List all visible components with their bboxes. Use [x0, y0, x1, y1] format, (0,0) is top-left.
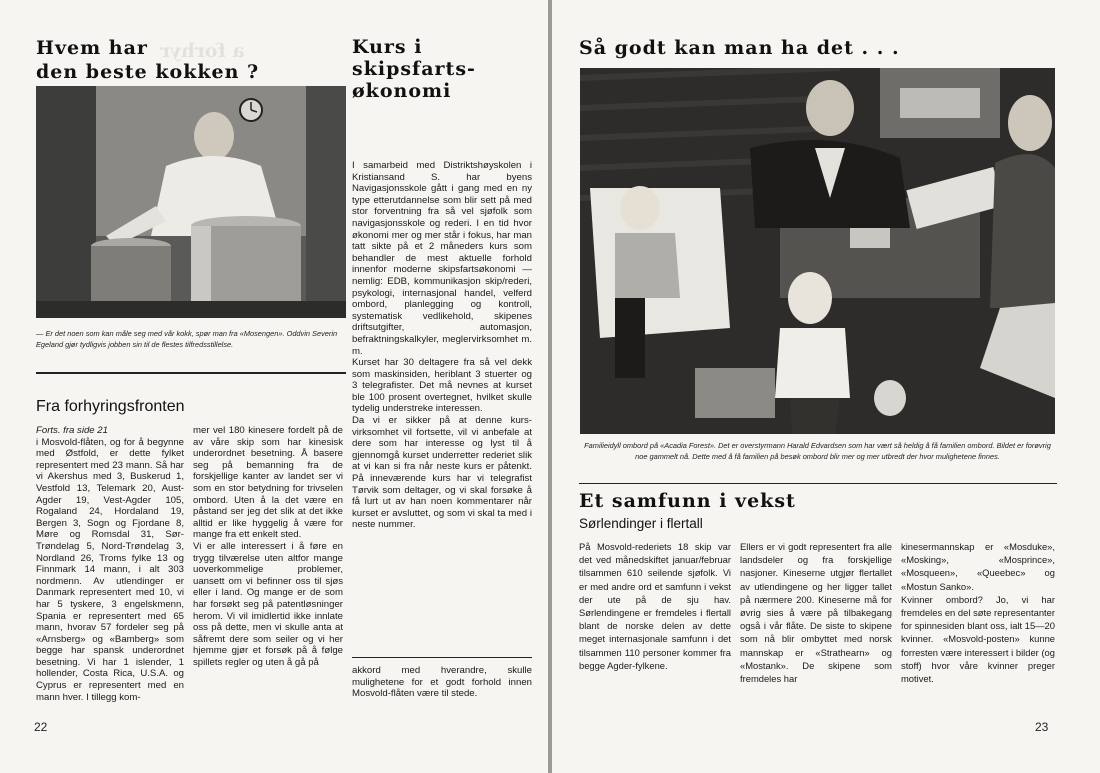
section-subtitle: Sørlendinger i flertall — [579, 516, 703, 531]
cook-photo — [36, 86, 346, 318]
show-through-text: a forhyr — [160, 40, 245, 62]
community-column-2: Ellers er vi godt representert fra alle landsdeler og fra forskjellige nasjoner. Kineserne utgjør flertallet av utlendingene og her ligger tallet på nærmere 200. Kineserne må for øvrig sies å være på tilbakegang også i vår flåte. De siste to skipene som nå blir ombyttet med norsk mannskap er «Strathearn» og «Mostank». De skipene som fremdeles har — [740, 541, 892, 685]
headline-best-cook: Hvem har den beste kokken ? — [36, 37, 260, 83]
community-column-1: På Mosvold-rederiets 18 skip var det ved månedskiftet januar/februar tilsammen 610 seilende sjøfolk. Vi er med andre ord et samfunn i vekst der ute på de sju hav. Sørlendingene er fremdeles i flertall blant de norske delen av dette meget internasjonale samfunn i det tilsammen 110 personer kommer fra begge Agder-fylkene. — [579, 541, 731, 671]
family-photo-caption: Familieidyll ombord på «Acadia Forest». Det er overstyrmann Harald Edvardsen som har vært så heldig å få familien ombord. Bildet er forøvrig noe gammelt nå. Dette med å få familien på besøk ombord blir mer og mer utbredt der hvor mulighetene finnes. — [584, 441, 1051, 461]
page-number: 23 — [1035, 720, 1049, 734]
hiring-column-2: mer vel 180 kinesere fordelt på de av våre skip som har kinesisk underordnet besetning. Å basere seg på bemanning fra de forskjellige kanter av landet ser vi som en stor betydning for trivselen ombord. Uten å la det være en påstand ser jeg det slik at det ikke alltid er like hyggelig å være for mange fra ett enkelt sted. Vi er alle interessert i å føre en trygg tilværelse uten altfor mange uoverkommelige problemer, uansett om vi befinner oss til sjøs eller i land. Og mange er de som har forsøkt seg på patentløsninger herom. Vi vil imidlertid ikke innlate oss på dette, men vi skulle anta at såfremt dere som seiler og vi her hjemme gjør et forsøk på å følge spillets regler og uten å gå på — [193, 425, 343, 668]
right-page — [552, 0, 1100, 773]
hiring-column-1 — [36, 425, 184, 703]
headline-shipping-course: Kurs i skipsfarts- økonomi — [352, 36, 476, 102]
hiring-text-1: i Mosvold-flåten, og for å begynne med Østfold, er dette fylket representert med 23 mann. Så har vi Akershus med 3, Buskerud 1, Vestfold 13, Telemark 20, Aust-Agder 19, Vest-Agder 105, Rogaland 24, Hordaland 19, Bergen 3, Sogn og Fjordane 8, Møre og Romsdal 31, Sør-Trøndelag 5, Nord-Trøndelag 3, Nordland 26, Troms fylke 13 og Finnmark 14 mann, i alt 303 nordmenn. Av utlendinger er Danmark representert med 10, vi har 5 tyskere, 3 engelskmenn, Spania er representert med 65 mann, hvorav 57 fordeler seg på «Arnsberg» og «Bamberg» som begge har spansk underordnet besetning. Vi har 1 islender, 1 hollender, Costa Rica, U.S.A. og Cyprus er representert med en mann hver. I tillegg kom- — [36, 436, 184, 703]
continued-from-note: Forts. fra side 21 — [36, 425, 108, 436]
headline-growing-community: Et samfunn i vekst — [579, 490, 796, 512]
community-column-3: kinesermannskap er «Mosduke», «Mosking», «Mosprince», «Mosqueen», «Queebec» og «Mostun Sanko». Kvinner ombord? Jo, vi har fremdeles en del søte representanter for spinnesiden blant oss, ialt 15—20 kvinner. «Mosvold-posten» kunne forresten være interessert i bilder (og stoff) hvor våre kvinner preger motivet. — [901, 541, 1055, 685]
hiring-text-end: akkord med hverandre, skulle mulighetene for et godt forhold innen Mosvold-flåten være til stede. — [352, 665, 532, 700]
page-number: 22 — [34, 720, 48, 734]
cook-photo-caption: — Er det noen som kan måle seg med vår kokk, spør man fra «Mosengen». Oddvin Severin Egeland gjør tydligvis jobben sin til de flestes tilfredsstillelse. — [36, 329, 338, 349]
family-photo — [580, 68, 1055, 434]
left-page — [0, 0, 548, 773]
section-divider — [579, 483, 1057, 484]
headline-family: Så godt kan man ha det . . . — [579, 37, 900, 59]
section-title-hiring: Fra forhyringsfronten — [36, 398, 185, 415]
column-divider — [352, 657, 532, 658]
course-article-text: I samarbeid med Distriktshøyskolen i Kristiansand S. har byens Navigasjonsskole gått i gang med en ny type etterutdannelse som blir sett på med stor forventning fra så vel sjøfolk som navigasjonsskole og rederi. I en tid hvor økonomi mer og mer står i fokus, har man tatt sikte på et 2 måneders kurs som behandler de mest aktuelle forhold innenfor moderne skipsfartsøkonomi — nemlig: EDB, kommunikasjon skip/rederi, psykologi, internasjonal handel, velferd ombord, planlegging og kontroll, systematisk vedlikehold, skipenes driftsutgifter, automasjon, befraktningskalkyler, meglervirksomhet m. m. Kurset har 30 deltagere fra så vel dekk som maskinsiden, heriblant 3 stuerter og 3 telegrafister. Det må nevnes at kurset ble 100 prosent overtegnet, hvilket skulle tydelig understreke interessen. Da vi er sikker på at denne kurs-virksomhet vil fortsette, vil vi anbefale at dere som har interesse og lyst til å gjennomgå kurset underretter rederiet slik at vi kan si fra når neste kurs er påtenkt. På inneværende kurs har vi telegrafist Tørvik som deltager, og vi skal forsøke å få lurt ut av han noen kommentarer når kurset er avsluttet, og som vi skal ta med i neste nummer. — [352, 160, 532, 531]
section-divider — [36, 372, 346, 374]
